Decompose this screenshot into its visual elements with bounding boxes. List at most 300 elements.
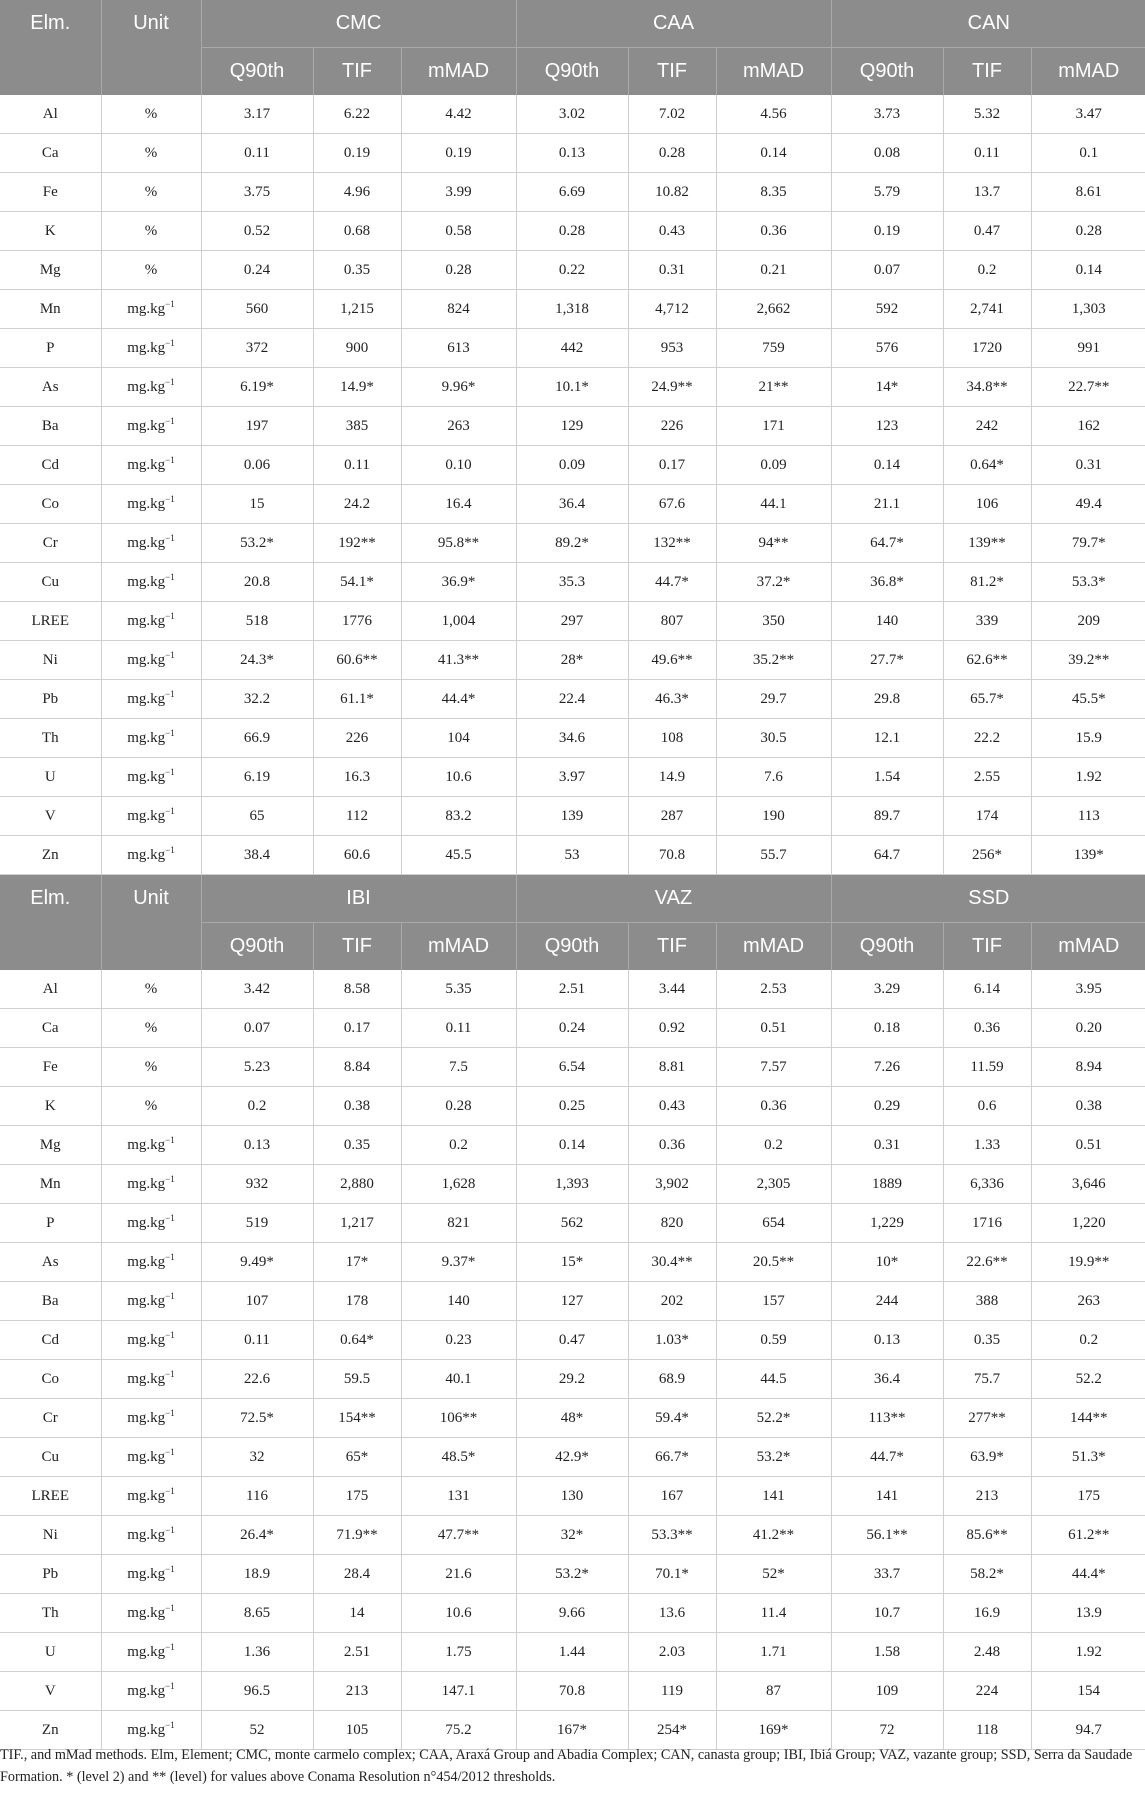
table-row [0,1243,1145,1282]
element-cell: Cd [0,1321,101,1360]
table-row [0,563,1145,602]
unit-text: mg.kg [127,456,166,473]
value-cell: 0.28 [628,134,716,173]
value-cell: 139** [943,524,1031,563]
unit-text: mg.kg [127,417,166,434]
unit-exponent: −1 [165,1563,175,1574]
element-cell: Cu [0,1438,101,1477]
value-cell: 14* [831,368,943,407]
header-row-groups [0,875,1145,923]
value-cell: 61.2** [1031,1516,1145,1555]
value-cell: 7.57 [716,1048,831,1087]
value-cell: 256* [943,836,1031,875]
unit-cell [101,95,201,134]
unit-cell [101,1204,201,1243]
value-cell: 21** [716,368,831,407]
unit-text: mg.kg [127,1214,166,1231]
value-cell: 112 [313,797,401,836]
value-cell: 178 [313,1282,401,1321]
header-method: mMAD [401,48,516,96]
value-cell: 167* [516,1711,628,1750]
unit-cell [101,1594,201,1633]
header-element: Elm. [0,0,101,95]
value-cell: 49.6** [628,641,716,680]
header-method: Q90th [201,923,313,971]
value-cell: 108 [628,719,716,758]
value-cell: 0.51 [716,1009,831,1048]
value-cell: 71.9** [313,1516,401,1555]
unit-text: mg.kg [127,1175,166,1192]
value-cell: 20.8 [201,563,313,602]
value-cell: 0.35 [313,1126,401,1165]
element-cell: Al [0,970,101,1009]
unit-exponent: −1 [165,1134,175,1145]
value-cell: 113** [831,1399,943,1438]
value-cell: 339 [943,602,1031,641]
value-cell: 118 [943,1711,1031,1750]
value-cell: 24.3* [201,641,313,680]
value-cell: 0.21 [716,251,831,290]
value-cell: 1,215 [313,290,401,329]
value-cell: 15* [516,1243,628,1282]
value-cell: 2.48 [943,1633,1031,1672]
unit-exponent: −1 [165,688,175,699]
header-method: Q90th [201,48,313,96]
value-cell: 63.9* [943,1438,1031,1477]
value-cell: 3.75 [201,173,313,212]
value-cell: 0.64* [943,446,1031,485]
unit-cell [101,1126,201,1165]
value-cell: 3.73 [831,95,943,134]
unit-cell [101,251,201,290]
unit-exponent: −1 [165,298,175,309]
value-cell: 70.8 [516,1672,628,1711]
table-row [0,1594,1145,1633]
value-cell: 22.4 [516,680,628,719]
unit-cell [101,290,201,329]
value-cell: 0.14 [831,446,943,485]
table-row [0,602,1145,641]
value-cell: 0.47 [516,1321,628,1360]
value-cell: 35.3 [516,563,628,602]
header-group: CAN [831,0,1145,48]
value-cell: 8.61 [1031,173,1145,212]
value-cell: 0.08 [831,134,943,173]
element-cell: LREE [0,602,101,641]
value-cell: 28* [516,641,628,680]
value-cell: 8.65 [201,1594,313,1633]
table-row [0,1438,1145,1477]
value-cell: 821 [401,1204,516,1243]
unit-cell [101,563,201,602]
unit-cell [101,1477,201,1516]
value-cell: 7.26 [831,1048,943,1087]
value-cell: 33.7 [831,1555,943,1594]
value-cell: 213 [313,1672,401,1711]
value-cell: 0.58 [401,212,516,251]
element-cell: As [0,1243,101,1282]
value-cell: 263 [401,407,516,446]
header-group: CMC [201,0,516,48]
value-cell: 0.64* [313,1321,401,1360]
value-cell: 3,646 [1031,1165,1145,1204]
element-cell: Ni [0,1516,101,1555]
value-cell: 10.6 [401,758,516,797]
table-row [0,1555,1145,1594]
element-cell: Co [0,1360,101,1399]
value-cell: 6.19 [201,758,313,797]
value-cell: 0.2 [201,1087,313,1126]
value-cell: 0.2 [716,1126,831,1165]
value-cell: 54.1* [313,563,401,602]
element-cell: Mn [0,1165,101,1204]
value-cell: 75.7 [943,1360,1031,1399]
value-cell: 14.9 [628,758,716,797]
value-cell: 0.36 [628,1126,716,1165]
element-cell: V [0,797,101,836]
value-cell: 0.2 [1031,1321,1145,1360]
value-cell: 107 [201,1282,313,1321]
value-cell: 6.22 [313,95,401,134]
value-cell: 67.6 [628,485,716,524]
value-cell: 0.31 [831,1126,943,1165]
value-cell: 15.9 [1031,719,1145,758]
value-cell: 127 [516,1282,628,1321]
value-cell: 953 [628,329,716,368]
value-cell: 130 [516,1477,628,1516]
value-cell: 129 [516,407,628,446]
value-cell: 56.1** [831,1516,943,1555]
value-cell: 900 [313,329,401,368]
element-cell: LREE [0,1477,101,1516]
table-row [0,368,1145,407]
value-cell: 8.94 [1031,1048,1145,1087]
value-cell: 0.28 [401,1087,516,1126]
value-cell: 11.59 [943,1048,1031,1087]
unit-cell [101,1165,201,1204]
unit-cell [101,1438,201,1477]
unit-text: % [144,1097,158,1114]
value-cell: 3.95 [1031,970,1145,1009]
value-cell: 297 [516,602,628,641]
value-cell: 75.2 [401,1711,516,1750]
table-row [0,290,1145,329]
unit-cell [101,329,201,368]
element-cell: P [0,329,101,368]
table-row [0,719,1145,758]
header-method: TIF [943,923,1031,971]
value-cell: 1.36 [201,1633,313,1672]
unit-cell [101,758,201,797]
value-cell: 824 [401,290,516,329]
value-cell: 263 [1031,1282,1145,1321]
element-cell: Fe [0,173,101,212]
table-row [0,1282,1145,1321]
unit-exponent: −1 [165,571,175,582]
value-cell: 9.49* [201,1243,313,1282]
value-cell: 51.3* [1031,1438,1145,1477]
value-cell: 38.4 [201,836,313,875]
element-cell: Zn [0,1711,101,1750]
unit-text: % [144,980,158,997]
unit-text: mg.kg [127,1526,166,1543]
value-cell: 0.24 [516,1009,628,1048]
value-cell: 55.7 [716,836,831,875]
value-cell: 3.17 [201,95,313,134]
value-cell: 1.58 [831,1633,943,1672]
value-cell: 0.09 [716,446,831,485]
element-cell: Ba [0,1282,101,1321]
value-cell: 64.7 [831,836,943,875]
element-cell: U [0,758,101,797]
unit-text: % [144,1019,158,1036]
value-cell: 592 [831,290,943,329]
element-cell: Pb [0,1555,101,1594]
value-cell: 0.43 [628,1087,716,1126]
header-method: TIF [628,48,716,96]
value-cell: 141 [831,1477,943,1516]
value-cell: 7.5 [401,1048,516,1087]
unit-exponent: −1 [165,1680,175,1691]
value-cell: 4.56 [716,95,831,134]
value-cell: 0.68 [313,212,401,251]
element-cell: Mn [0,290,101,329]
value-cell: 3.47 [1031,95,1145,134]
value-cell: 44.4* [401,680,516,719]
value-cell: 1.71 [716,1633,831,1672]
value-cell: 175 [1031,1477,1145,1516]
unit-text: % [144,261,158,278]
value-cell: 0.2 [401,1126,516,1165]
value-cell: 3.29 [831,970,943,1009]
header-method: mMAD [401,923,516,971]
value-cell: 36.8* [831,563,943,602]
value-cell: 10.6 [401,1594,516,1633]
value-cell: 0.6 [943,1087,1031,1126]
value-cell: 0.36 [716,212,831,251]
value-cell: 47.7** [401,1516,516,1555]
value-cell: 20.5** [716,1243,831,1282]
unit-text: mg.kg [127,1409,166,1426]
value-cell: 0.59 [716,1321,831,1360]
value-cell: 1720 [943,329,1031,368]
value-cell: 28.4 [313,1555,401,1594]
value-cell: 4,712 [628,290,716,329]
value-cell: 0.51 [1031,1126,1145,1165]
value-cell: 72 [831,1711,943,1750]
value-cell: 5.35 [401,970,516,1009]
value-cell: 65.7* [943,680,1031,719]
table-row [0,970,1145,1009]
value-cell: 21.1 [831,485,943,524]
element-cell: Cu [0,563,101,602]
value-cell: 562 [516,1204,628,1243]
value-cell: 0.19 [313,134,401,173]
unit-exponent: −1 [165,610,175,621]
unit-exponent: −1 [165,1602,175,1613]
value-cell: 2.55 [943,758,1031,797]
value-cell: 388 [943,1282,1031,1321]
unit-cell [101,1555,201,1594]
value-cell: 613 [401,329,516,368]
unit-cell [101,1087,201,1126]
value-cell: 94.7 [1031,1711,1145,1750]
value-cell: 0.10 [401,446,516,485]
value-cell: 68.9 [628,1360,716,1399]
value-cell: 83.2 [401,797,516,836]
value-cell: 0.47 [943,212,1031,251]
value-cell: 174 [943,797,1031,836]
value-cell: 106 [943,485,1031,524]
value-cell: 213 [943,1477,1031,1516]
header-group: SSD [831,875,1145,923]
unit-exponent: −1 [165,1446,175,1457]
value-cell: 87 [716,1672,831,1711]
unit-cell [101,1009,201,1048]
value-cell: 0.18 [831,1009,943,1048]
value-cell: 167 [628,1477,716,1516]
unit-cell [101,797,201,836]
header-unit: Unit [101,875,201,971]
unit-exponent: −1 [165,766,175,777]
value-cell: 0.22 [516,251,628,290]
value-cell: 53.2* [201,524,313,563]
value-cell: 60.6** [313,641,401,680]
value-cell: 11.4 [716,1594,831,1633]
value-cell: 12.1 [831,719,943,758]
value-cell: 45.5 [401,836,516,875]
value-cell: 10.7 [831,1594,943,1633]
unit-exponent: −1 [165,1212,175,1223]
value-cell: 0.28 [401,251,516,290]
value-cell: 0.13 [516,134,628,173]
unit-text: mg.kg [127,1253,166,1270]
value-cell: 0.24 [201,251,313,290]
value-cell: 209 [1031,602,1145,641]
value-cell: 61.1* [313,680,401,719]
value-cell: 89.2* [516,524,628,563]
value-cell: 202 [628,1282,716,1321]
header-method: Q90th [831,923,943,971]
unit-text: mg.kg [127,300,166,317]
element-cell: K [0,212,101,251]
value-cell: 2.03 [628,1633,716,1672]
value-cell: 17* [313,1243,401,1282]
element-cell: Ni [0,641,101,680]
value-cell: 6,336 [943,1165,1031,1204]
value-cell: 807 [628,602,716,641]
header-method: Q90th [516,48,628,96]
value-cell: 0.1 [1031,134,1145,173]
unit-exponent: −1 [165,1524,175,1535]
unit-exponent: −1 [165,1173,175,1184]
value-cell: 131 [401,1477,516,1516]
value-cell: 1,220 [1031,1204,1145,1243]
element-cell: U [0,1633,101,1672]
unit-exponent: −1 [165,1368,175,1379]
header-element: Elm. [0,875,101,971]
value-cell: 26.4* [201,1516,313,1555]
header-method: TIF [313,923,401,971]
value-cell: 0.11 [201,134,313,173]
value-cell: 0.11 [943,134,1031,173]
value-cell: 0.19 [831,212,943,251]
table-row [0,641,1145,680]
value-cell: 242 [943,407,1031,446]
value-cell: 24.9** [628,368,716,407]
unit-cell [101,212,201,251]
value-cell: 2,880 [313,1165,401,1204]
value-cell: 372 [201,329,313,368]
value-cell: 518 [201,602,313,641]
element-cell: V [0,1672,101,1711]
unit-text: mg.kg [127,1487,166,1504]
unit-exponent: −1 [165,1485,175,1496]
header-method: mMAD [716,48,831,96]
table-row [0,1399,1145,1438]
value-cell: 52.2* [716,1399,831,1438]
value-cell: 64.7* [831,524,943,563]
value-cell: 0.20 [1031,1009,1145,1048]
value-cell: 140 [831,602,943,641]
value-cell: 8.84 [313,1048,401,1087]
value-cell: 0.35 [313,251,401,290]
value-cell: 0.11 [201,1321,313,1360]
value-cell: 139* [1031,836,1145,875]
element-cell: Fe [0,1048,101,1087]
unit-exponent: −1 [165,1329,175,1340]
value-cell: 0.29 [831,1087,943,1126]
unit-cell [101,1399,201,1438]
value-cell: 48.5* [401,1438,516,1477]
unit-text: mg.kg [127,690,166,707]
value-cell: 59.4* [628,1399,716,1438]
unit-text: mg.kg [127,573,166,590]
value-cell: 0.35 [943,1321,1031,1360]
value-cell: 3,902 [628,1165,716,1204]
value-cell: 70.1* [628,1555,716,1594]
value-cell: 62.6** [943,641,1031,680]
unit-text: % [144,105,158,122]
value-cell: 1.03* [628,1321,716,1360]
unit-cell [101,836,201,875]
value-cell: 226 [313,719,401,758]
value-cell: 52 [201,1711,313,1750]
table-row [0,329,1145,368]
unit-cell [101,524,201,563]
value-cell: 44.7* [831,1438,943,1477]
header-row-groups [0,0,1145,48]
value-cell: 52.2 [1031,1360,1145,1399]
value-cell: 1.92 [1031,758,1145,797]
header-method: mMAD [1031,48,1145,96]
element-cell: Cr [0,1399,101,1438]
value-cell: 89.7 [831,797,943,836]
header-method: Q90th [831,48,943,96]
value-cell: 0.43 [628,212,716,251]
value-cell: 9.66 [516,1594,628,1633]
value-cell: 254* [628,1711,716,1750]
table-row [0,173,1145,212]
unit-text: mg.kg [127,1370,166,1387]
unit-cell [101,368,201,407]
unit-text: % [144,183,158,200]
element-cell: Ca [0,134,101,173]
value-cell: 5.23 [201,1048,313,1087]
table-row [0,134,1145,173]
element-cell: K [0,1087,101,1126]
unit-exponent: −1 [165,337,175,348]
